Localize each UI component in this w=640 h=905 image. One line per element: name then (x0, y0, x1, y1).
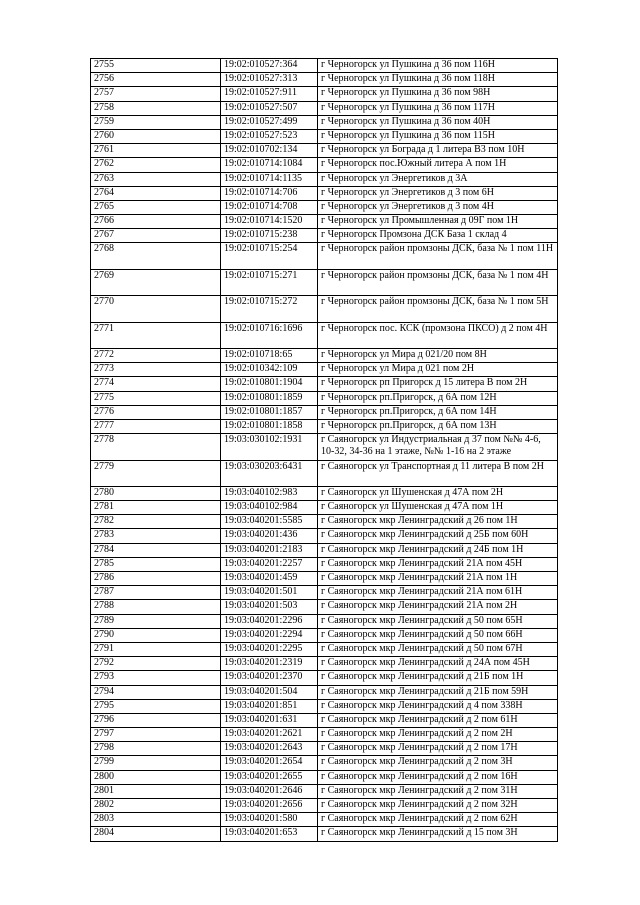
address-cell: г Саяногорск мкр Ленинградский д 50 пом 66Н (318, 628, 558, 642)
row-number-cell: 2784 (91, 543, 221, 557)
cadastral-number-cell: 19:03:040102:984 (221, 501, 318, 515)
table-row (91, 671, 558, 685)
table-row (91, 377, 558, 391)
cadastral-number-cell: 19:02:010715:254 (221, 243, 318, 269)
row-number-cell: 2797 (91, 728, 221, 742)
table-row (91, 363, 558, 377)
row-number-cell: 2757 (91, 87, 221, 101)
table-row (91, 756, 558, 770)
address-cell: г Саяногорск мкр Ленинградский 21А пом 45Н (318, 557, 558, 571)
table-row (91, 73, 558, 87)
address-cell: г Саяногорск мкр Ленинградский д 2 пом 61Н (318, 713, 558, 727)
table-row (91, 572, 558, 586)
table-row (91, 269, 558, 295)
address-cell: г Саяногорск мкр Ленинградский 21А пом 2Н (318, 600, 558, 614)
row-number-cell: 2780 (91, 486, 221, 500)
row-number-cell: 2770 (91, 296, 221, 322)
table-row (91, 642, 558, 656)
table-row (91, 515, 558, 529)
cadastral-number-cell: 19:02:010715:238 (221, 229, 318, 243)
address-cell: г Черногорск рп.Пригорск, д 6А пом 12Н (318, 391, 558, 405)
table-row (91, 742, 558, 756)
table-row (91, 158, 558, 172)
address-cell: г Саяногорск мкр Ленинградский д 21Б пом 1Н (318, 671, 558, 685)
table-row (91, 129, 558, 143)
cadastral-number-cell: 19:02:010714:708 (221, 200, 318, 214)
row-number-cell: 2767 (91, 229, 221, 243)
cadastral-number-cell: 19:02:010801:1857 (221, 405, 318, 419)
cadastral-number-cell: 19:02:010801:1858 (221, 419, 318, 433)
table-row (91, 322, 558, 348)
address-cell: г Саяногорск мкр Ленинградский д 2 пом 2Н (318, 728, 558, 742)
cadastral-number-cell: 19:03:040201:2257 (221, 557, 318, 571)
row-number-cell: 2798 (91, 742, 221, 756)
table-row (91, 172, 558, 186)
address-cell: г Черногорск рп.Пригорск, д 6А пом 14Н (318, 405, 558, 419)
row-number-cell: 2772 (91, 349, 221, 363)
row-number-cell: 2790 (91, 628, 221, 642)
row-number-cell: 2789 (91, 614, 221, 628)
row-number-cell: 2755 (91, 59, 221, 73)
cadastral-number-cell: 19:03:040201:459 (221, 572, 318, 586)
address-cell: г Саяногорск мкр Ленинградский д 4 пом 338Н (318, 699, 558, 713)
address-cell: г Черногорск ул Пушкина д 36 пом 115Н (318, 129, 558, 143)
row-number-cell: 2775 (91, 391, 221, 405)
cadastral-number-cell: 19:02:010715:272 (221, 296, 318, 322)
address-cell: г Черногорск район промзоны ДСК, база № 1 пом 5Н (318, 296, 558, 322)
row-number-cell: 2766 (91, 215, 221, 229)
row-number-cell: 2762 (91, 158, 221, 172)
row-number-cell: 2795 (91, 699, 221, 713)
address-cell: г Черногорск ул Бограда д 1 литера В3 пом 10Н (318, 144, 558, 158)
row-number-cell: 2804 (91, 827, 221, 841)
address-cell: г Саяногорск мкр Ленинградский д 50 пом 67Н (318, 642, 558, 656)
row-number-cell: 2782 (91, 515, 221, 529)
address-cell: г Черногорск район промзоны ДСК, база № 1 пом 4Н (318, 269, 558, 295)
table-row (91, 600, 558, 614)
address-cell: г Черногорск ул Энергетиков д 3 пом 6Н (318, 186, 558, 200)
table-row (91, 229, 558, 243)
cadastral-number-cell: 19:03:040201:2646 (221, 784, 318, 798)
cadastral-number-cell: 19:03:040201:504 (221, 685, 318, 699)
cadastral-number-cell: 19:02:010718:65 (221, 349, 318, 363)
row-number-cell: 2771 (91, 322, 221, 348)
row-number-cell: 2763 (91, 172, 221, 186)
table-row (91, 215, 558, 229)
row-number-cell: 2759 (91, 115, 221, 129)
table-row (91, 728, 558, 742)
address-cell: г Саяногорск ул Шушенская д 47А пом 1Н (318, 501, 558, 515)
cadastral-number-cell: 19:03:040201:501 (221, 586, 318, 600)
address-cell: г Черногорск рп Пригорск д 15 литера В пом 2Н (318, 377, 558, 391)
address-cell: г Саяногорск ул Шушенская д 47А пом 2Н (318, 486, 558, 500)
table-row (91, 349, 558, 363)
cadastral-number-cell: 19:02:010714:706 (221, 186, 318, 200)
table-row (91, 529, 558, 543)
cadastral-number-cell: 19:03:040201:2654 (221, 756, 318, 770)
cadastral-number-cell: 19:02:010702:134 (221, 144, 318, 158)
cadastral-number-cell: 19:03:040201:2294 (221, 628, 318, 642)
table-row (91, 419, 558, 433)
table-row (91, 713, 558, 727)
address-cell: г Саяногорск мкр Ленинградский 21А пом 1Н (318, 572, 558, 586)
cadastral-number-cell: 19:02:010801:1904 (221, 377, 318, 391)
cadastral-number-cell: 19:02:010714:1084 (221, 158, 318, 172)
table-row (91, 460, 558, 486)
address-cell: г Черногорск ул Мира д 021/20 пом 8Н (318, 349, 558, 363)
row-number-cell: 2803 (91, 813, 221, 827)
cadastral-number-cell: 19:03:040201:851 (221, 699, 318, 713)
address-cell: г Саяногорск мкр Ленинградский д 2 пом 31Н (318, 784, 558, 798)
cadastral-number-cell: 19:02:010527:911 (221, 87, 318, 101)
cadastral-number-cell: 19:02:010801:1859 (221, 391, 318, 405)
address-cell: г Черногорск ул Пушкина д 36 пом 117Н (318, 101, 558, 115)
row-number-cell: 2799 (91, 756, 221, 770)
row-number-cell: 2785 (91, 557, 221, 571)
row-number-cell: 2792 (91, 657, 221, 671)
table-row (91, 699, 558, 713)
table-row (91, 296, 558, 322)
table-row (91, 685, 558, 699)
table-row (91, 501, 558, 515)
row-number-cell: 2760 (91, 129, 221, 143)
cadastral-number-cell: 19:03:040201:653 (221, 827, 318, 841)
address-cell: г Саяногорск мкр Ленинградский д 2 пом 62Н (318, 813, 558, 827)
address-cell: г Черногорск ул Мира д 021 пом 2Н (318, 363, 558, 377)
row-number-cell: 2801 (91, 784, 221, 798)
cadastral-number-cell: 19:03:040201:631 (221, 713, 318, 727)
table-row (91, 799, 558, 813)
address-cell: г Черногорск ул Пушкина д 36 пом 98Н (318, 87, 558, 101)
table-row (91, 405, 558, 419)
row-number-cell: 2796 (91, 713, 221, 727)
row-number-cell: 2793 (91, 671, 221, 685)
row-number-cell: 2802 (91, 799, 221, 813)
cadastral-number-cell: 19:03:040201:503 (221, 600, 318, 614)
address-cell: г Черногорск ул Промышленная д 09Г пом 1Н (318, 215, 558, 229)
cadastral-number-cell: 19:02:010714:1135 (221, 172, 318, 186)
address-cell: г Черногорск ул Энергетиков д 3А (318, 172, 558, 186)
table-row (91, 657, 558, 671)
cadastral-number-cell: 19:02:010527:364 (221, 59, 318, 73)
table-row (91, 101, 558, 115)
address-cell: г Саяногорск мкр Ленинградский д 15 пом 3Н (318, 827, 558, 841)
address-cell: г Саяногорск мкр Ленинградский д 2 пом 17Н (318, 742, 558, 756)
address-cell: г Черногорск пос.Южный литера А пом 1Н (318, 158, 558, 172)
table-row (91, 115, 558, 129)
table-row (91, 557, 558, 571)
cadastral-number-cell: 19:02:010527:507 (221, 101, 318, 115)
row-number-cell: 2800 (91, 770, 221, 784)
cadastral-number-cell: 19:03:040201:2319 (221, 657, 318, 671)
address-cell: г Саяногорск ул Транспортная д 11 литера В пом 2Н (318, 460, 558, 486)
address-cell: г Саяногорск мкр Ленинградский д 21Б пом 59Н (318, 685, 558, 699)
row-number-cell: 2788 (91, 600, 221, 614)
cadastral-number-cell: 19:03:040201:2655 (221, 770, 318, 784)
cadastral-number-cell: 19:03:030102:1931 (221, 434, 318, 460)
address-cell: г Черногорск район промзоны ДСК, база № 1 пом 11Н (318, 243, 558, 269)
row-number-cell: 2765 (91, 200, 221, 214)
cadastral-number-cell: 19:02:010527:499 (221, 115, 318, 129)
cadastral-number-cell: 19:03:040201:2643 (221, 742, 318, 756)
table-row (91, 784, 558, 798)
address-cell: г Черногорск рп.Пригорск, д 6А пом 13Н (318, 419, 558, 433)
cadastral-number-cell: 19:02:010715:271 (221, 269, 318, 295)
row-number-cell: 2756 (91, 73, 221, 87)
row-number-cell: 2773 (91, 363, 221, 377)
table-row (91, 770, 558, 784)
table-row (91, 391, 558, 405)
address-cell: г Саяногорск мкр Ленинградский 21А пом 61Н (318, 586, 558, 600)
cadastral-number-cell: 19:02:010342:109 (221, 363, 318, 377)
cadastral-number-cell: 19:03:040201:2656 (221, 799, 318, 813)
table-row (91, 614, 558, 628)
row-number-cell: 2769 (91, 269, 221, 295)
cadastral-number-cell: 19:03:040201:2621 (221, 728, 318, 742)
address-cell: г Саяногорск мкр Ленинградский д 50 пом 65Н (318, 614, 558, 628)
address-cell: г Саяногорск мкр Ленинградский д 24А пом 45Н (318, 657, 558, 671)
table-row (91, 59, 558, 73)
cadastral-number-cell: 19:03:040201:5585 (221, 515, 318, 529)
cadastral-number-cell: 19:03:040201:2183 (221, 543, 318, 557)
property-table-body (91, 59, 558, 842)
address-cell: г Черногорск Промзона ДСК База 1 склад 4 (318, 229, 558, 243)
cadastral-number-cell: 19:02:010716:1696 (221, 322, 318, 348)
address-cell: г Саяногорск мкр Ленинградский д 2 пом 16Н (318, 770, 558, 784)
table-row (91, 200, 558, 214)
row-number-cell: 2779 (91, 460, 221, 486)
row-number-cell: 2758 (91, 101, 221, 115)
address-cell: г Саяногорск мкр Ленинградский д 2 пом 32Н (318, 799, 558, 813)
table-row (91, 87, 558, 101)
address-cell: г Саяногорск мкр Ленинградский д 2 пом 3Н (318, 756, 558, 770)
row-number-cell: 2774 (91, 377, 221, 391)
table-row (91, 543, 558, 557)
address-cell: г Черногорск ул Пушкина д 36 пом 118Н (318, 73, 558, 87)
table-row (91, 586, 558, 600)
cadastral-number-cell: 19:03:040201:2295 (221, 642, 318, 656)
cadastral-number-cell: 19:03:040201:2296 (221, 614, 318, 628)
address-cell: г Саяногорск мкр Ленинградский д 26 пом 1Н (318, 515, 558, 529)
row-number-cell: 2778 (91, 434, 221, 460)
cadastral-number-cell: 19:03:040102:983 (221, 486, 318, 500)
row-number-cell: 2776 (91, 405, 221, 419)
table-row (91, 144, 558, 158)
property-table (90, 58, 558, 842)
row-number-cell: 2783 (91, 529, 221, 543)
cadastral-number-cell: 19:02:010714:1520 (221, 215, 318, 229)
row-number-cell: 2794 (91, 685, 221, 699)
row-number-cell: 2781 (91, 501, 221, 515)
row-number-cell: 2761 (91, 144, 221, 158)
table-row (91, 827, 558, 841)
address-cell: г Черногорск ул Пушкина д 36 пом 116Н (318, 59, 558, 73)
row-number-cell: 2768 (91, 243, 221, 269)
cadastral-number-cell: 19:03:040201:580 (221, 813, 318, 827)
cadastral-number-cell: 19:03:030203:6431 (221, 460, 318, 486)
row-number-cell: 2764 (91, 186, 221, 200)
table-row (91, 813, 558, 827)
address-cell: г Черногорск пос. КСК (промзона ПКСО) д 2 пом 4Н (318, 322, 558, 348)
row-number-cell: 2786 (91, 572, 221, 586)
cadastral-number-cell: 19:02:010527:313 (221, 73, 318, 87)
address-cell: г Черногорск ул Энергетиков д 3 пом 4Н (318, 200, 558, 214)
table-row (91, 186, 558, 200)
address-cell: г Саяногорск ул Индустриальная д 37 пом №№ 4-6, 10-32, 34-36 на 1 этаже, №№ 1-16 на 2 этаже (318, 434, 558, 460)
cadastral-number-cell: 19:03:040201:436 (221, 529, 318, 543)
address-cell: г Саяногорск мкр Ленинградский д 25Б пом 60Н (318, 529, 558, 543)
row-number-cell: 2791 (91, 642, 221, 656)
table-row (91, 486, 558, 500)
table-row (91, 628, 558, 642)
table-row (91, 434, 558, 460)
cadastral-number-cell: 19:03:040201:2370 (221, 671, 318, 685)
row-number-cell: 2787 (91, 586, 221, 600)
address-cell: г Черногорск ул Пушкина д 36 пом 40Н (318, 115, 558, 129)
row-number-cell: 2777 (91, 419, 221, 433)
cadastral-number-cell: 19:02:010527:523 (221, 129, 318, 143)
table-row (91, 243, 558, 269)
address-cell: г Саяногорск мкр Ленинградский д 24Б пом 1Н (318, 543, 558, 557)
